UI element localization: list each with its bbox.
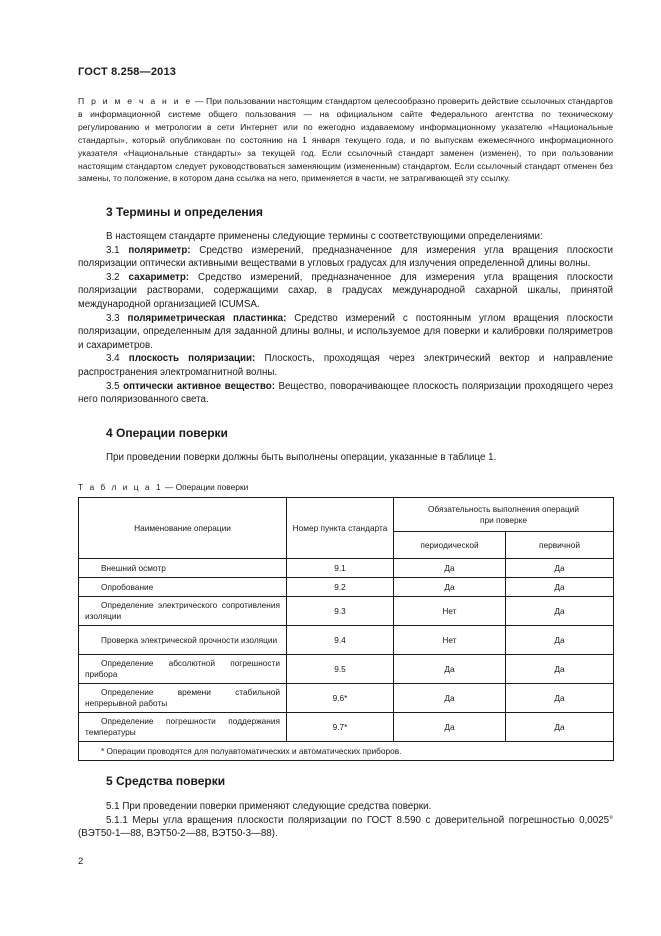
table-row (79, 559, 614, 578)
operation-name: Определение времени стабильной непрерывной работы (79, 684, 287, 713)
periodic-value: Нет (394, 597, 506, 626)
clause-number: 9.5 (287, 655, 394, 684)
header-clause-number: Номер пункта стандарта (287, 498, 394, 559)
periodic-value: Да (394, 578, 506, 597)
table-1-caption (78, 482, 248, 492)
term-3-5 (78, 380, 613, 407)
note-label: П р и м е ч а н и е (78, 96, 193, 106)
section-3-heading: 3 Термины и определения (106, 205, 264, 219)
header-periodic: периодической (394, 532, 506, 559)
term-3-3 (78, 312, 613, 353)
term-definition: Плоскость, проходящая через электрический вектор и направление распространения электромагнитной волны. (78, 353, 613, 378)
term-definition: Средство измерений, предназначенное для измерения угла вращения плоскости поляризации оптически активными веществами в угловых градусах для излучения определенной длины волны. (78, 244, 613, 270)
primary-value: Да (506, 655, 614, 684)
periodic-value: Да (394, 559, 506, 578)
section-4-intro: При проведении поверки должны быть выполнены операции, указанные в таблице 1. (106, 452, 497, 463)
section-5-body (78, 800, 613, 841)
table-row (79, 713, 614, 742)
primary-value: Да (506, 626, 614, 655)
header-operation-name: Наименование операции (79, 498, 287, 559)
table-footnote: * Операции проводятся для полуавтоматических и автоматических приборов. (79, 742, 614, 761)
term-name: сахариметр: (128, 271, 190, 283)
term-definition: Средство измерений с постоянным углом вращения плоскости поляризации, определенным для заданной длины волны, и используемое для поверки и калибровки поляриметров и сахариметров. (78, 312, 613, 351)
periodic-value: Да (394, 684, 506, 713)
term-number: 3.5 (106, 380, 124, 392)
header-primary: первичной (506, 532, 614, 559)
term-number: 3.4 (106, 353, 129, 365)
section-5-1: 5.1 При проведении поверки применяют следующие средства поверки. (106, 801, 432, 812)
operation-name: Определение электрического сопротивления изоляции (79, 597, 287, 626)
table-row (79, 578, 614, 597)
clause-number: 9.4 (287, 626, 394, 655)
operations-table (78, 497, 614, 761)
term-number: 3.1 (106, 244, 129, 256)
clause-number: 9.3 (287, 597, 394, 626)
operation-name: Внешний осмотр (79, 559, 287, 578)
periodic-value: Нет (394, 626, 506, 655)
term-name: поляриметрическая пластинка: (127, 312, 287, 324)
page-number: 2 (78, 856, 84, 867)
term-3-4 (78, 352, 613, 379)
operation-name: Проверка электрической прочности изоляции (79, 626, 287, 655)
clause-number: 9.1 (287, 559, 394, 578)
document-header: ГОСТ 8.258—2013 (78, 66, 177, 78)
table-footnote-row (79, 742, 614, 761)
table-row (79, 655, 614, 684)
primary-value: Да (506, 597, 614, 626)
table-row (79, 597, 614, 626)
term-3-1 (78, 244, 613, 271)
note-text: — При пользовании настоящим стандартом целесообразно проверить действие ссылочных стандартов в информационной системе общего пользования — на официальном сайте Федерального агентства по техническому регулированию и метрологии в сети Интернет или по ежегодно издаваемому информационному указателю «Национальные стандарты», который опубликован по состоянию на 1 января текущего года, и по выпускам ежемесячного информационного указателя «Национальные стандарты» за текущей год. Если ссылочный стандарт заменен (изменен), то при пользовании настоящим стандартом следует руководствоваться заменяющим (измененным) стандартом. Если ссылочный стандарт отменен без замены, то положение, в котором дана ссылка на него, применяется в части, не затрагивающей эту ссылку. (78, 96, 613, 184)
header-mandatory: Обязательность выполнения операций при поверке (394, 498, 614, 532)
section-3-body (78, 230, 613, 407)
periodic-value: Да (394, 655, 506, 684)
periodic-value: Да (394, 713, 506, 742)
term-number: 3.3 (106, 312, 128, 324)
table-caption-text: — Операции поверки (162, 482, 249, 492)
operation-name: Определение погрешности поддержания температуры (79, 713, 287, 742)
term-name: плоскость поляризации: (128, 353, 256, 365)
section-3-intro: В настоящем стандарте применены следующие термины с соответствующими определениями: (106, 231, 543, 242)
primary-value: Да (506, 684, 614, 713)
term-name: оптически активное вещество: (123, 380, 275, 392)
clause-number: 9.6* (287, 684, 394, 713)
clause-number: 9.2 (287, 578, 394, 597)
term-definition: Вещество, поворачивающее плоскость поляризации проходящего через него поляризованного света. (78, 380, 613, 406)
note-paragraph (78, 95, 613, 185)
section-4-heading: 4 Операции поверки (106, 426, 228, 440)
primary-value: Да (506, 559, 614, 578)
term-definition: Средство измерений, предназначенное для измерения угла вращения плоскости поляризации растворами, содержащими сахар, в градусах международной сахарной шкалы, принятой международной организацией ICUMSA. (78, 271, 613, 310)
primary-value: Да (506, 578, 614, 597)
clause-number: 9.7* (287, 713, 394, 742)
section-5-1-1: 5.1.1 Меры угла вращения плоскости поляризации по ГОСТ 8.590 с доверительной погрешностью 0,0025° (ВЭТ50-1—88, ВЭТ50-2—88, ВЭТ50-3—88). (78, 814, 613, 840)
table-row (79, 684, 614, 713)
operation-name: Опробование (79, 578, 287, 597)
section-5-heading: 5 Средства поверки (106, 774, 226, 788)
operation-name: Определение абсолютной погрешности прибора (79, 655, 287, 684)
term-3-2 (78, 271, 613, 312)
table-row (79, 626, 614, 655)
table-caption-label: Т а б л и ц а 1 (78, 482, 163, 492)
section-4-body (78, 451, 613, 465)
term-number: 3.2 (106, 271, 129, 283)
primary-value: Да (506, 713, 614, 742)
term-name: поляриметр: (128, 244, 191, 256)
